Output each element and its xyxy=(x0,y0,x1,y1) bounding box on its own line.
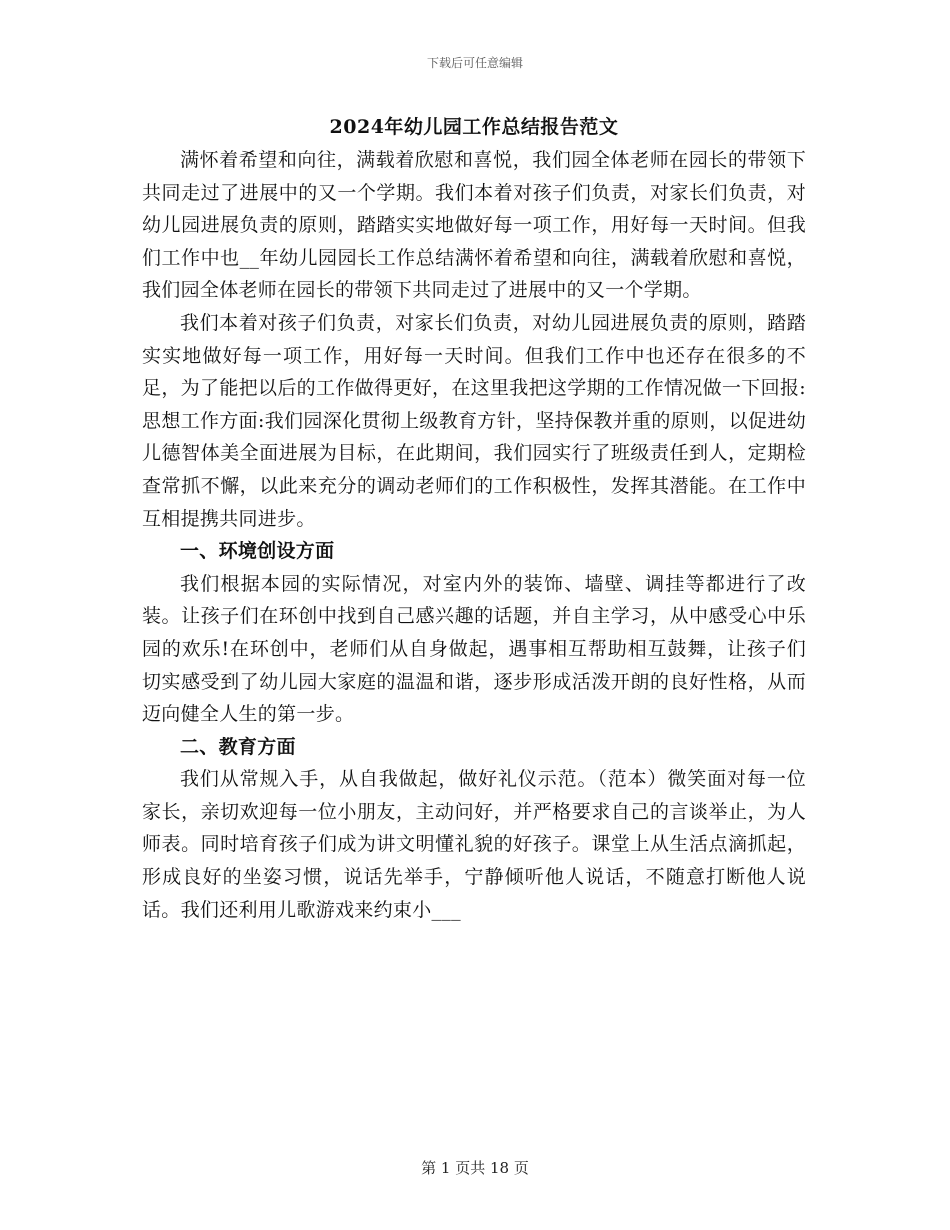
page-header: 下载后可任意编辑 xyxy=(426,56,523,70)
document-title: 2024年幼儿园工作总结报告范文 xyxy=(329,116,619,138)
section-heading-education: 二、教育方面 xyxy=(180,735,296,758)
intro-paragraph-1: 满怀着希望和向往，满载着欣慰和喜悦，我们园全体老师在园长的带领下共同走过了进展中的又一个学期。我们本着对孩子们负责，对家长们负责，对幼儿园进展负责的原则，踏踏实实地做好每一项工作，用好每一天时间。但我们工作中也__年幼儿园园长工作总结满怀着希望和向往，满载着欣慰和喜悦，我们园全体老师在园长的带领下共同走过了进展中的又一个学期。 xyxy=(142,149,806,302)
section-paragraph-environment: 我们根据本园的实际情况，对室内外的装饰、墙壁、调挂等都进行了改装。让孩子们在环创中找到自己感兴趣的话题，并自主学习，从中感受心中乐园的欢乐!在环创中，老师们从自身做起，遇事相互帮助相互鼓舞，让孩子们切实感受到了幼儿园大家庭的温温和谐，逐步形成活泼开朗的良好性格，从而迈向健全人生的第一步。 xyxy=(142,572,806,726)
intro-paragraph-2: 我们本着对孩子们负责，对家长们负责，对幼儿园进展负责的原则，踏踏实实地做好每一项工作，用好每一天时间。但我们工作中也还存在很多的不足，为了能把以后的工作做得更好，在这里我把这学期的工作情况做一下回报:思想工作方面:我们园深化贯彻上级教育方针，坚持保教并重的原则，以促进幼儿德智体美全面进展为目标，在此期间，我们园实行了班级责任到人，定期检查常抓不懈，以此来充分的调动老师们的工作积极性，发挥其潜能。在工作中互相提携共同进步。 xyxy=(142,311,806,530)
page-number: 第 1 页共 18 页 xyxy=(421,1159,529,1177)
section-paragraph-education: 我们从常规入手，从自我做起，做好礼仪示范。（范本）微笑面对每一位家长，亲切欢迎每一位小朋友，主动问好，并严格要求自己的言谈举止，为人师表。同时培育孩子们成为讲文明懂礼貌的好孩子。课堂上从生活点滴抓起，形成良好的坐姿习惯，说话先举手，宁静倾听他人说话，不随意打断他人说话。我们还利用儿歌游戏来约束小___ xyxy=(142,768,806,921)
document-body xyxy=(142,112,806,926)
section-heading-environment: 一、环境创设方面 xyxy=(180,540,335,563)
